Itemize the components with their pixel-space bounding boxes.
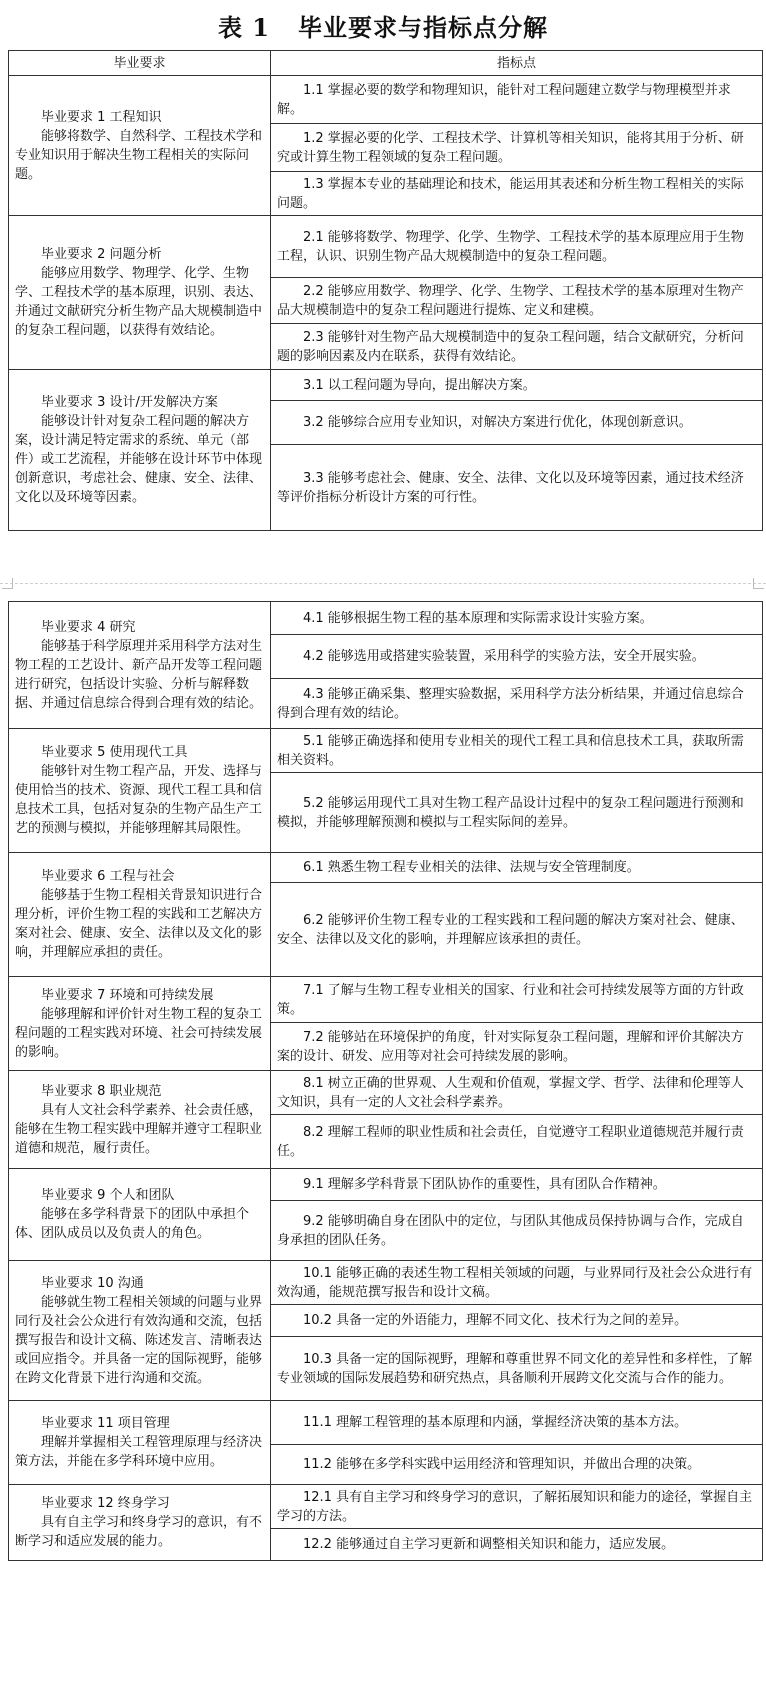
page-title: 表 1 毕业要求与指标点分解 [217, 13, 549, 42]
table-row [9, 1071, 763, 1115]
requirements-table-part-1 [8, 50, 763, 531]
requirement-title: 毕业要求 3 设计/开发解决方案 [41, 395, 218, 410]
indicator-cell [271, 1261, 763, 1305]
requirement-title: 毕业要求 10 沟通 [41, 1275, 144, 1291]
requirement-description: 能够将数学、自然科学、工程技术学和专业知识用于解决生物工程相关的实际问题。 [15, 128, 263, 182]
page-corner-mark [2, 578, 13, 589]
table-row [9, 729, 763, 773]
indicator-cell [271, 172, 763, 216]
indicator-text: 2.3 能够针对生物产品大规模制造中的复杂工程问题，结合文献研究，分析问题的影响因素及内在联系，获得有效结论。 [277, 329, 744, 364]
requirement-description: 能够基于科学原理并采用科学方法对生物工程的工艺设计、新产品开发等工程问题进行研究，包括设计实验、分析与解释数据、并通过信息综合得到合理有效的结论。 [15, 638, 263, 711]
requirement-title: 毕业要求 9 个人和团队 [41, 1188, 175, 1203]
indicator-cell [271, 1201, 763, 1261]
requirement-title: 毕业要求 6 工程与社会 [41, 869, 175, 884]
indicator-text: 3.2 能够综合应用专业知识，对解决方案进行优化，体现创新意识。 [303, 415, 692, 430]
requirement-cell [9, 853, 271, 977]
requirement-cell [9, 1485, 271, 1561]
page-corner-mark [753, 578, 764, 589]
table-row [9, 370, 763, 401]
indicator-text: 4.2 能够选用或搭建实验装置，采用科学的实验方法，安全开展实验。 [303, 649, 705, 664]
requirement-title: 毕业要求 5 使用现代工具 [41, 745, 188, 760]
indicator-cell [271, 401, 763, 445]
requirement-cell [9, 729, 271, 853]
header-indicator: 指标点 [271, 51, 763, 76]
requirement-title: 毕业要求 4 研究 [41, 619, 136, 635]
table-row [9, 602, 763, 635]
requirement-description: 能够理解和评价针对生物工程的复杂工程问题的工程实践对环境、社会可持续发展的影响。 [15, 1006, 263, 1060]
requirements-table-part-2 [8, 601, 763, 1561]
indicator-text: 9.2 能够明确自身在团队中的定位，与团队其他成员保持协调与合作，完成自身承担的团队任务。 [277, 1213, 744, 1248]
indicator-text: 2.1 能够将数学、物理学、化学、生物学、工程技术学的基本原理应用于生物工程，认识、识别生物产品大规模制造中的复杂工程问题。 [277, 229, 744, 264]
indicator-cell [271, 1023, 763, 1071]
indicator-cell [271, 1401, 763, 1445]
indicator-text: 1.1 掌握必要的数学和物理知识，能针对工程问题建立数学与物理模型并求解。 [277, 82, 731, 117]
table-row [9, 1485, 763, 1529]
indicator-text: 12.2 能够通过自主学习更新和调整相关知识和能力，适应发展。 [303, 1537, 675, 1552]
indicator-text: 2.2 能够应用数学、物理学、化学、生物学、工程技术学的基本原理对生物产品大规模制造中的复杂工程问题进行提炼、定义和建模。 [277, 283, 744, 318]
table-row [9, 1401, 763, 1445]
indicator-text: 6.2 能够评价生物工程专业的工程实践和工程问题的解决方案对社会、健康、安全、法律以及文化的影响，并理解应该承担的责任。 [277, 912, 744, 947]
indicator-cell [271, 216, 763, 278]
indicator-text: 11.2 能够在多学科实践中运用经济和管理知识，并做出合理的决策。 [303, 1457, 701, 1472]
indicator-cell [271, 1115, 763, 1169]
requirement-title: 毕业要求 1 工程知识 [41, 109, 162, 125]
requirement-description: 理解并掌握相关工程管理原理与经济决策方法，并能在多学科环境中应用。 [15, 1435, 263, 1469]
indicator-cell [271, 76, 763, 124]
indicator-cell [271, 883, 763, 977]
indicator-text: 8.2 理解工程师的职业性质和社会责任，自觉遵守工程职业道德规范并履行责任。 [277, 1124, 744, 1159]
requirement-cell [9, 602, 271, 729]
indicator-text: 10.1 能够正确的表述生物工程相关领域的问题，与业界同行及社会公众进行有效沟通，能规范撰写报告和设计文稿。 [277, 1265, 753, 1300]
indicator-text: 5.2 能够运用现代工具对生物工程产品设计过程中的复杂工程问题进行预测和模拟，并能够理解预测和模拟与工程实际间的差异。 [277, 795, 744, 830]
requirement-cell [9, 76, 271, 216]
indicator-cell [271, 1445, 763, 1485]
indicator-text: 3.1 以工程问题为导向，提出解决方案。 [303, 377, 536, 393]
requirement-title: 毕业要求 12 终身学习 [41, 1496, 170, 1511]
page-break-divider [0, 583, 766, 586]
table-row [9, 853, 763, 883]
requirement-description: 能够就生物工程相关领域的问题与业界同行及社会公众进行有效沟通和交流，包括撰写报告和设计文稿、陈述发言、清晰表达或回应指令。并具备一定的国际视野，能够在跨文化背景下进行沟通和交流。 [15, 1294, 263, 1386]
requirement-description: 能够在多学科背景下的团队中承担个体、团队成员以及负责人的角色。 [15, 1207, 250, 1241]
requirement-cell [9, 1261, 271, 1401]
indicator-cell [271, 679, 763, 729]
indicator-text: 6.1 熟悉生物工程专业相关的法律、法规与安全管理制度。 [303, 860, 640, 875]
table-row [9, 1169, 763, 1201]
indicator-text: 10.3 具备一定的国际视野，理解和尊重世界不同文化的差异性和多样性，了解专业领域的国际发展趋势和研究热点，具备顺利开展跨文化交流与合作的能力。 [277, 1351, 753, 1386]
indicator-text: 4.3 能够正确采集、整理实验数据，采用科学方法分析结果，并通过信息综合得到合理有效的结论。 [277, 686, 744, 721]
indicator-text: 8.1 树立正确的世界观、人生观和价值观，掌握文学、哲学、法律和伦理等人文知识，具有一定的人文社会科学素养。 [277, 1075, 744, 1110]
indicator-cell [271, 1305, 763, 1337]
requirement-cell [9, 216, 271, 370]
indicator-text: 11.1 理解工程管理的基本原理和内涵，掌握经济决策的基本方法。 [303, 1415, 688, 1430]
indicator-text: 1.3 掌握本专业的基础理论和技术，能运用其表述和分析生物工程相关的实际问题。 [277, 176, 744, 211]
requirement-cell [9, 977, 271, 1071]
indicator-cell [271, 773, 763, 853]
table-row [9, 76, 763, 124]
indicator-cell [271, 324, 763, 370]
indicator-text: 10.2 具备一定的外语能力，理解不同文化、技术行为之间的差异。 [303, 1313, 688, 1328]
requirement-title: 毕业要求 8 职业规范 [41, 1083, 162, 1099]
indicator-text: 9.1 理解多学科背景下团队协作的重要性，具有团队合作精神。 [303, 1177, 666, 1192]
requirement-description: 能够针对生物工程产品，开发、选择与使用恰当的技术、资源、现代工程工具和信息技术工具，包括对复杂的生物产品生产工艺的预测与模拟，并能够理解其局限性。 [15, 764, 263, 836]
indicator-cell [271, 445, 763, 531]
table-row [9, 977, 763, 1023]
requirement-description: 能够应用数学、物理学、化学、生物学、工程技术学的基本原理，识别、表达、并通过文献研究分析生物产品大规模制造中的复杂工程问题，以获得有效结论。 [15, 266, 263, 338]
indicator-cell [271, 977, 763, 1023]
indicator-cell [271, 370, 763, 401]
requirement-cell [9, 1169, 271, 1261]
indicator-cell [271, 278, 763, 324]
indicator-text: 7.1 了解与生物工程专业相关的国家、行业和社会可持续发展等方面的方针政策。 [277, 982, 744, 1017]
indicator-text: 7.2 能够站在环境保护的角度，针对实际复杂工程问题，理解和评价其解决方案的设计、研发、应用等对社会可持续发展的影响。 [277, 1029, 744, 1064]
indicator-cell [271, 1337, 763, 1401]
indicator-text: 12.1 具有自主学习和终身学习的意识，了解拓展知识和能力的途径，掌握自主学习的方法。 [277, 1489, 753, 1524]
indicator-cell [271, 1169, 763, 1201]
indicator-cell [271, 1071, 763, 1115]
requirement-description: 能够基于生物工程相关背景知识进行合理分析，评价生物工程的实践和工艺解决方案对社会、健康、安全、法律以及文化的影响，并理解应承担的责任。 [15, 888, 263, 960]
indicator-text: 3.3 能够考虑社会、健康、安全、法律、文化以及环境等因素，通过技术经济等评价指标分析设计方案的可行性。 [277, 470, 744, 505]
requirement-cell [9, 1071, 271, 1169]
indicator-cell [271, 1485, 763, 1529]
indicator-cell [271, 635, 763, 679]
indicator-cell [271, 1529, 763, 1561]
indicator-cell [271, 853, 763, 883]
table-row [9, 216, 763, 278]
indicator-text: 5.1 能够正确选择和使用专业相关的现代工程工具和信息技术工具，获取所需相关资料。 [277, 733, 744, 768]
requirement-description: 能够设计针对复杂工程问题的解决方案，设计满足特定需求的系统、单元（部件）或工艺流程，并能够在设计环节中体现创新意识，考虑社会、健康、安全、法律、文化以及环境等因素。 [15, 414, 263, 505]
indicator-text: 1.2 掌握必要的化学、工程技术学、计算机等相关知识，能将其用于分析、研究或计算生物工程领域的复杂工程问题。 [277, 130, 744, 165]
requirement-title: 毕业要求 7 环境和可持续发展 [41, 987, 214, 1003]
indicator-cell [271, 124, 763, 172]
requirement-title: 毕业要求 2 问题分析 [41, 247, 162, 262]
indicator-cell [271, 729, 763, 773]
requirement-title: 毕业要求 11 项目管理 [41, 1416, 170, 1431]
requirement-cell [9, 1401, 271, 1485]
table-row [9, 1261, 763, 1305]
indicator-cell [271, 602, 763, 635]
table-header-row [9, 51, 763, 76]
requirement-cell [9, 370, 271, 531]
requirement-description: 具有人文社会科学素养、社会责任感，能够在生物工程实践中理解并遵守工程职业道德和规范，履行责任。 [15, 1102, 263, 1156]
indicator-text: 4.1 能够根据生物工程的基本原理和实际需求设计实验方案。 [303, 610, 653, 626]
header-requirement: 毕业要求 [9, 51, 271, 76]
requirement-description: 具有自主学习和终身学习的意识，有不断学习和适应发展的能力。 [15, 1515, 263, 1549]
